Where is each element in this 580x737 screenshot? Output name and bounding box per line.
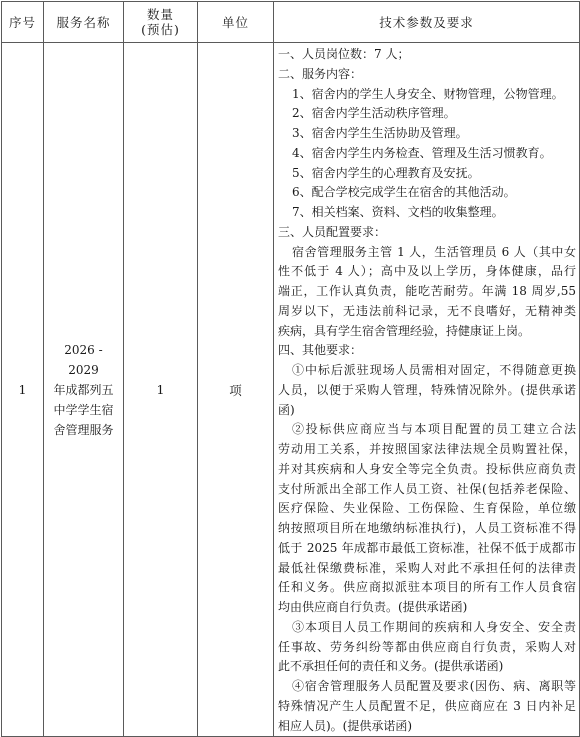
row-seq: 1 xyxy=(2,43,44,737)
header-service-name: 服务名称 xyxy=(44,2,124,43)
spec-heading: 二、服务内容： xyxy=(278,66,363,81)
spec-line: 低于 2025 年成都市最低工资标准，社保不低于成都市 xyxy=(278,540,576,555)
spec-line: 2、宿舍内学生活动秩序管理。 xyxy=(292,106,456,121)
spec-line: 此不承担任何的责任和义务。(提供承诺函) xyxy=(278,659,504,674)
spec-line: ①中标后派驻现场人员需相对固定，不得随意更换 xyxy=(292,363,576,377)
spec-line: 最低社保缴费标准，采购人对此不承担任何的法律责 xyxy=(278,560,576,575)
row-service-name xyxy=(44,43,124,737)
spec-line: 相应人员)。(提供承诺函) xyxy=(278,718,413,733)
spec-line: 周岁以下，无违法前科记录，无不良嗜好，无精神类 xyxy=(278,303,576,318)
spec-line: 宿舍管理服务主管 1 人，生活管理员 6 人（其中女 xyxy=(292,244,576,259)
spec-line: ③本项目人员工作期间的疾病和人身安全、安全责 xyxy=(292,619,576,634)
service-name-line: 2026 - 2029 xyxy=(64,342,103,377)
header-quantity-label: 数量 xyxy=(146,7,174,22)
spec-line: 4、宿舍内学生内务检查、管理及生活习惯教育。 xyxy=(292,145,552,160)
spec-line: 任和义务。供应商拟派驻本项目的所有工作人员食宿 xyxy=(278,580,576,595)
spec-line: 纳按照项目所在地缴纳标准执行)，人员工资标准不得 xyxy=(278,521,576,535)
table-row xyxy=(2,43,580,737)
spec-line: 特殊情况产生人员配置不足，供应商应在 3 日内补足 xyxy=(278,698,576,713)
spec-line: 劳动用工关系，并按照国家法律法规全员购置社保， xyxy=(278,442,576,456)
spec-line: 端正，工作认真负责，能吃苦耐劳。年满 18 周岁,55 xyxy=(278,284,576,298)
service-name-line: 中学学生宿 xyxy=(53,402,114,417)
spec-line: 并对其疾病和人身安全等完全负责。投标供应商负责 xyxy=(278,461,576,476)
spec-heading: 三、人员配置要求： xyxy=(278,224,387,239)
header-unit: 单位 xyxy=(198,2,274,43)
spec-heading: 四、其他要求： xyxy=(278,343,363,358)
spec-line: 均由供应商自行负责。(提供承诺函) xyxy=(278,600,468,614)
spec-line: 7、相关档案、资料、文档的收集整理。 xyxy=(292,205,504,219)
spec-line: 5、宿舍内学生的心理教育及安抚。 xyxy=(292,165,480,180)
row-unit: 项 xyxy=(198,43,274,737)
spec-line: ④宿舍管理服务人员配置及要求(因伤、病、离职等 xyxy=(292,679,576,693)
spec-heading: 一、人员岗位数：7 人； xyxy=(278,47,410,61)
header-quantity-note: (预估) xyxy=(141,22,180,37)
spec-line: 医疗保险、失业保险、工伤保险、生育保险，单位缴 xyxy=(278,501,576,516)
spec-line: 性不低于 4 人）；高中及以上学历，身体健康，品行 xyxy=(278,264,576,279)
spec-line: 支付所派出全部工作人员工资、社保(包括养老保险、 xyxy=(278,481,576,496)
service-name-line: 年成都列五 xyxy=(53,382,114,397)
service-name-line: 舍管理服务 xyxy=(53,422,114,437)
service-table xyxy=(1,1,580,737)
spec-line: 人员，以便于采购人管理，特殊情况除外。(提供承诺 xyxy=(278,382,576,397)
spec-line: 6、配合学校完成学生在宿舍的其他活动。 xyxy=(292,185,516,200)
spec-line: ②投标供应商应当与本项目配置的员工建立合法 xyxy=(292,422,576,437)
spec-line: 任事故、劳务纠纷等都由供应商自行负责，采购人对 xyxy=(278,639,576,654)
row-spec xyxy=(274,43,580,737)
header-row xyxy=(2,2,580,43)
header-seq: 序号 xyxy=(2,2,44,43)
spec-line: 疾病，具有学生宿舍管理经验，持健康证上岗。 xyxy=(278,323,531,338)
spec-line: 函) xyxy=(278,402,295,417)
header-spec: 技术参数及要求 xyxy=(274,2,580,43)
spec-line: 1、宿舍内的学生人身安全、财物管理，公物管理。 xyxy=(292,86,564,101)
header-quantity xyxy=(124,2,198,43)
spec-line: 3、宿舍内学生生活协助及管理。 xyxy=(292,126,468,140)
row-quantity: 1 xyxy=(124,43,198,737)
